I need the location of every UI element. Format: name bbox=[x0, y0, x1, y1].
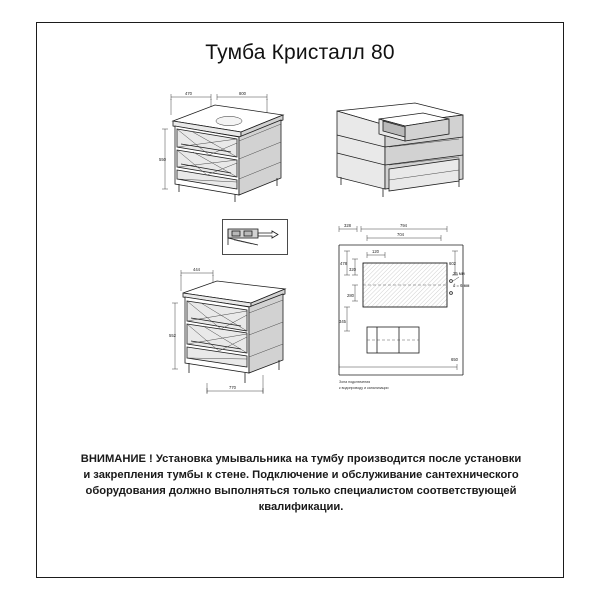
dim-label-d9: 345 bbox=[339, 319, 346, 324]
dimension-chain-left bbox=[339, 251, 358, 331]
dim-label-height-bottom: 552 bbox=[169, 333, 176, 338]
dim-label-d3: 704 bbox=[397, 232, 404, 237]
dimension-d10 bbox=[339, 357, 459, 370]
dimension-top-left-width bbox=[171, 91, 211, 100]
dim-label-depth-bottom: 444 bbox=[193, 267, 200, 272]
drawing-sheet bbox=[36, 22, 564, 578]
dimension-left-height bbox=[159, 129, 168, 189]
view-top-left-cabinet bbox=[157, 85, 305, 215]
dim-label-width-bottom: 770 bbox=[229, 385, 236, 390]
view-mounting-detail bbox=[222, 219, 288, 255]
dim-label-d6: 478 bbox=[340, 261, 347, 266]
dim-label-hole-1: 25 мм bbox=[453, 271, 465, 276]
dimension-d4 bbox=[367, 249, 385, 258]
dim-label-d7: 320 bbox=[349, 267, 356, 272]
dim-label-height-side: 550 bbox=[159, 157, 166, 162]
dim-label-d4: 120 bbox=[372, 249, 379, 254]
view-installation-drawing bbox=[327, 215, 475, 405]
dimension-chain-top bbox=[339, 223, 447, 241]
dim-label-d10: 650 bbox=[451, 357, 458, 362]
warning-text: ВНИМАНИЕ ! Установка умывальника на тумбу производится после установки и закрепления тумбы к стене. Подключение и обслуживание сантехнического оборудования должно выполняться только специалистом соответствующей квалификации. bbox=[80, 453, 522, 513]
page-title: Тумба Кристалл 80 bbox=[205, 41, 395, 64]
dimension-bottom-left-width bbox=[207, 385, 263, 394]
dim-label-d5: 602 bbox=[449, 261, 456, 266]
dim-label-d8: 280 bbox=[347, 293, 354, 298]
svg-text:Зона подключения: Зона подключения bbox=[339, 380, 371, 384]
dim-label-hole-2: d = 6 мм bbox=[453, 283, 470, 288]
svg-text:к водопроводу и канализации: к водопроводу и канализации bbox=[339, 386, 389, 390]
dimension-bottom-left-height bbox=[169, 303, 178, 369]
dimension-bottom-left-depth bbox=[181, 267, 213, 276]
view-top-right-open-drawer bbox=[319, 85, 469, 215]
dim-label-d2: 794 bbox=[400, 223, 407, 228]
dim-label-d1: 328 bbox=[344, 223, 351, 228]
view-bottom-left-cabinet bbox=[167, 263, 307, 413]
dim-label-depth-top: 800 bbox=[239, 91, 246, 96]
dimension-top-left-depth bbox=[217, 91, 267, 100]
connection-zone-note bbox=[339, 380, 389, 390]
dim-label-width-top: 470 bbox=[185, 91, 192, 96]
